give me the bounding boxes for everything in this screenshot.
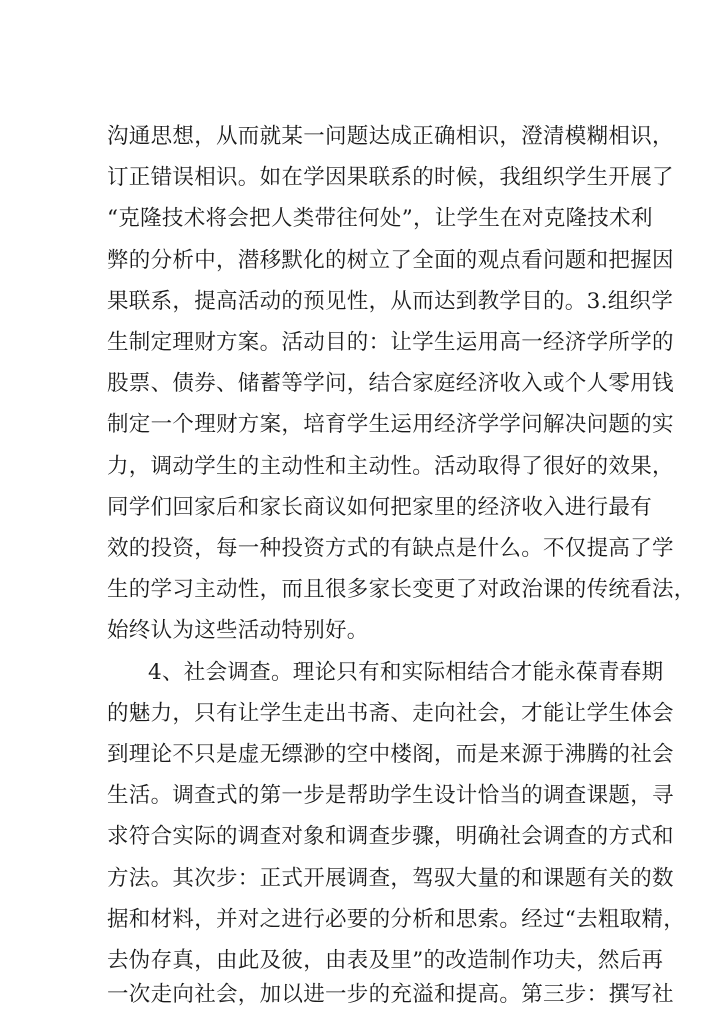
text-line: 果联系，提高活动的预见性，从而达到教学目的。3.组织学 — [107, 289, 674, 314]
text-line: “克隆技术将会把人类带往何处”，让学生在对克隆技术利 — [107, 206, 653, 231]
text-line: 的魅力，只有让学生走出书斋、走向社会，才能让学生体会 — [107, 701, 674, 726]
text-line: 去伪存真，由此及彼，由表及里”的改造制作功夫，然后再 — [107, 948, 664, 973]
text-line: 到理论不只是虚无缥渺的空中楼阁，而是来源于沸腾的社会 — [107, 742, 674, 767]
text-line: 同学们回家后和家长商议如何把家里的经济收入进行最有 — [107, 495, 653, 520]
text-line: 方法。其次步：正式开展调查，驾驭大量的和课题有关的数 — [107, 866, 674, 891]
paragraph-end-line: 始终认为这些活动特别好。 — [107, 618, 369, 643]
text-line: 订正错误相识。如在学因果联系的时候，我组织学生开展了 — [107, 165, 674, 190]
paragraph-first-line: 4、社会调查。理论只有和实际相结合才能永葆青春期 — [148, 660, 664, 685]
text-line: 生活。调查式的第一步是帮助学生设计恰当的调查课题，寻 — [107, 783, 674, 808]
text-line: 力，调动学生的主动性和主动性。活动取得了很好的效果， — [107, 454, 674, 479]
text-line: 生的学习主动性，而且很多家长变更了对政治课的传统看法， — [107, 577, 696, 602]
text-line: 效的投资，每一种投资方式的有缺点是什么。不仅提高了学 — [107, 536, 674, 561]
text-line: 据和材料，并对之进行必要的分析和思索。经过“去粗取精， — [107, 907, 686, 932]
text-line: 生制定理财方案。活动目的：让学生运用高一经济学所学的 — [107, 330, 674, 355]
text-line: 沟通思想，从而就某一问题达成正确相识，澄清模糊相识， — [107, 124, 674, 149]
text-line: 弊的分析中，潜移默化的树立了全面的观点看问题和把握因 — [107, 248, 674, 273]
text-line: 一次走向社会，加以进一步的充溢和提高。第三步：撰写社 — [107, 982, 674, 1007]
text-line: 制定一个理财方案，培育学生运用经济学学问解决问题的实 — [107, 412, 674, 437]
text-line: 股票、债券、储蓄等学问，结合家庭经济收入或个人零用钱 — [107, 371, 674, 396]
text-line: 求符合实际的调查对象和调查步骤，明确社会调查的方式和 — [107, 824, 674, 849]
